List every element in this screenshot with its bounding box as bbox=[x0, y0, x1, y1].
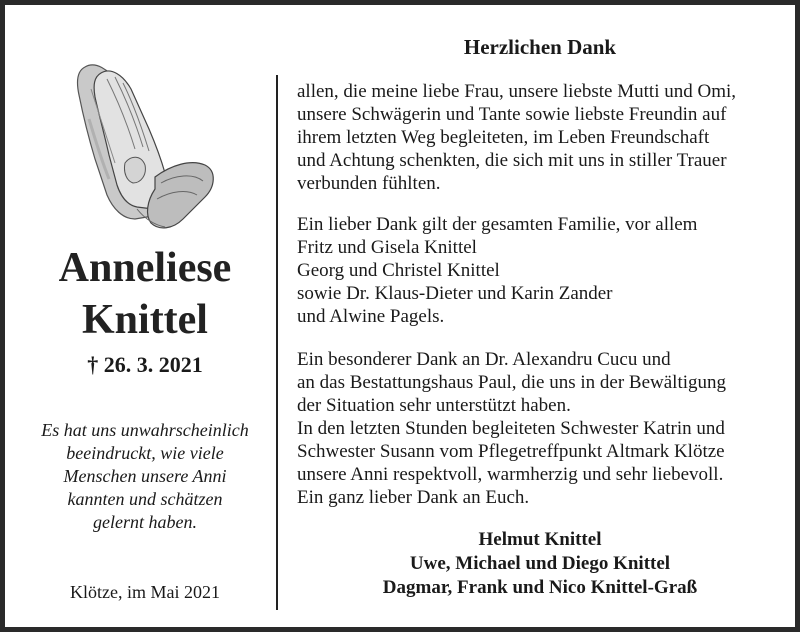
vertical-divider bbox=[276, 75, 278, 610]
thanks-paragraph: Ein besonderer Dank an Dr. Alexandru Cucu und an das Bestattungshaus Paul, die uns in der Bewältigung der Situation sehr unterstützt haben. In den letzten Stunden begleiteten Schwester Katrin und Schwester Susann vom Pflegetreffpunkt Altmark Klötze unsere Anni respektvoll, warmherzig und sehr liebevoll. Ein ganz lieber Dank an Euch. bbox=[297, 349, 727, 508]
death-date: † 26. 3. 2021 bbox=[87, 352, 203, 377]
memorial-quote: Es hat uns unwahrscheinlich beeindruckt, wie viele Menschen unsere Anni kannten und schätzen gelernt haben. bbox=[41, 420, 249, 532]
deceased-first-name: Anneliese bbox=[58, 245, 232, 291]
thanks-paragraph: Ein lieber Dank gilt der gesamten Familie, vor allem Fritz und Gisela Knittel Georg und Christel Knittel sowie Dr. Klaus-Dieter und Karin Zander und Alwine Pagels. bbox=[297, 214, 698, 327]
deceased-last-name: Knittel bbox=[82, 297, 208, 343]
place-and-date: Klötze, im Mai 2021 bbox=[70, 582, 220, 602]
praying-hands-icon bbox=[65, 59, 225, 234]
thanks-heading: Herzlichen Dank bbox=[463, 35, 617, 59]
thanks-paragraph: allen, die meine liebe Frau, unsere liebste Mutti und Omi, unsere Schwägerin und Tante sowie liebste Freundin auf ihrem letzten Weg begleiteten, im Leben Freundschaft und Achtung schenkten, die sich mit uns in stiller Trauer verbunden fühlten. bbox=[297, 81, 737, 194]
signature-block: Helmut Knittel Uwe, Michael und Diego Knittel Dagmar, Frank und Nico Knittel-Graß bbox=[382, 529, 698, 598]
